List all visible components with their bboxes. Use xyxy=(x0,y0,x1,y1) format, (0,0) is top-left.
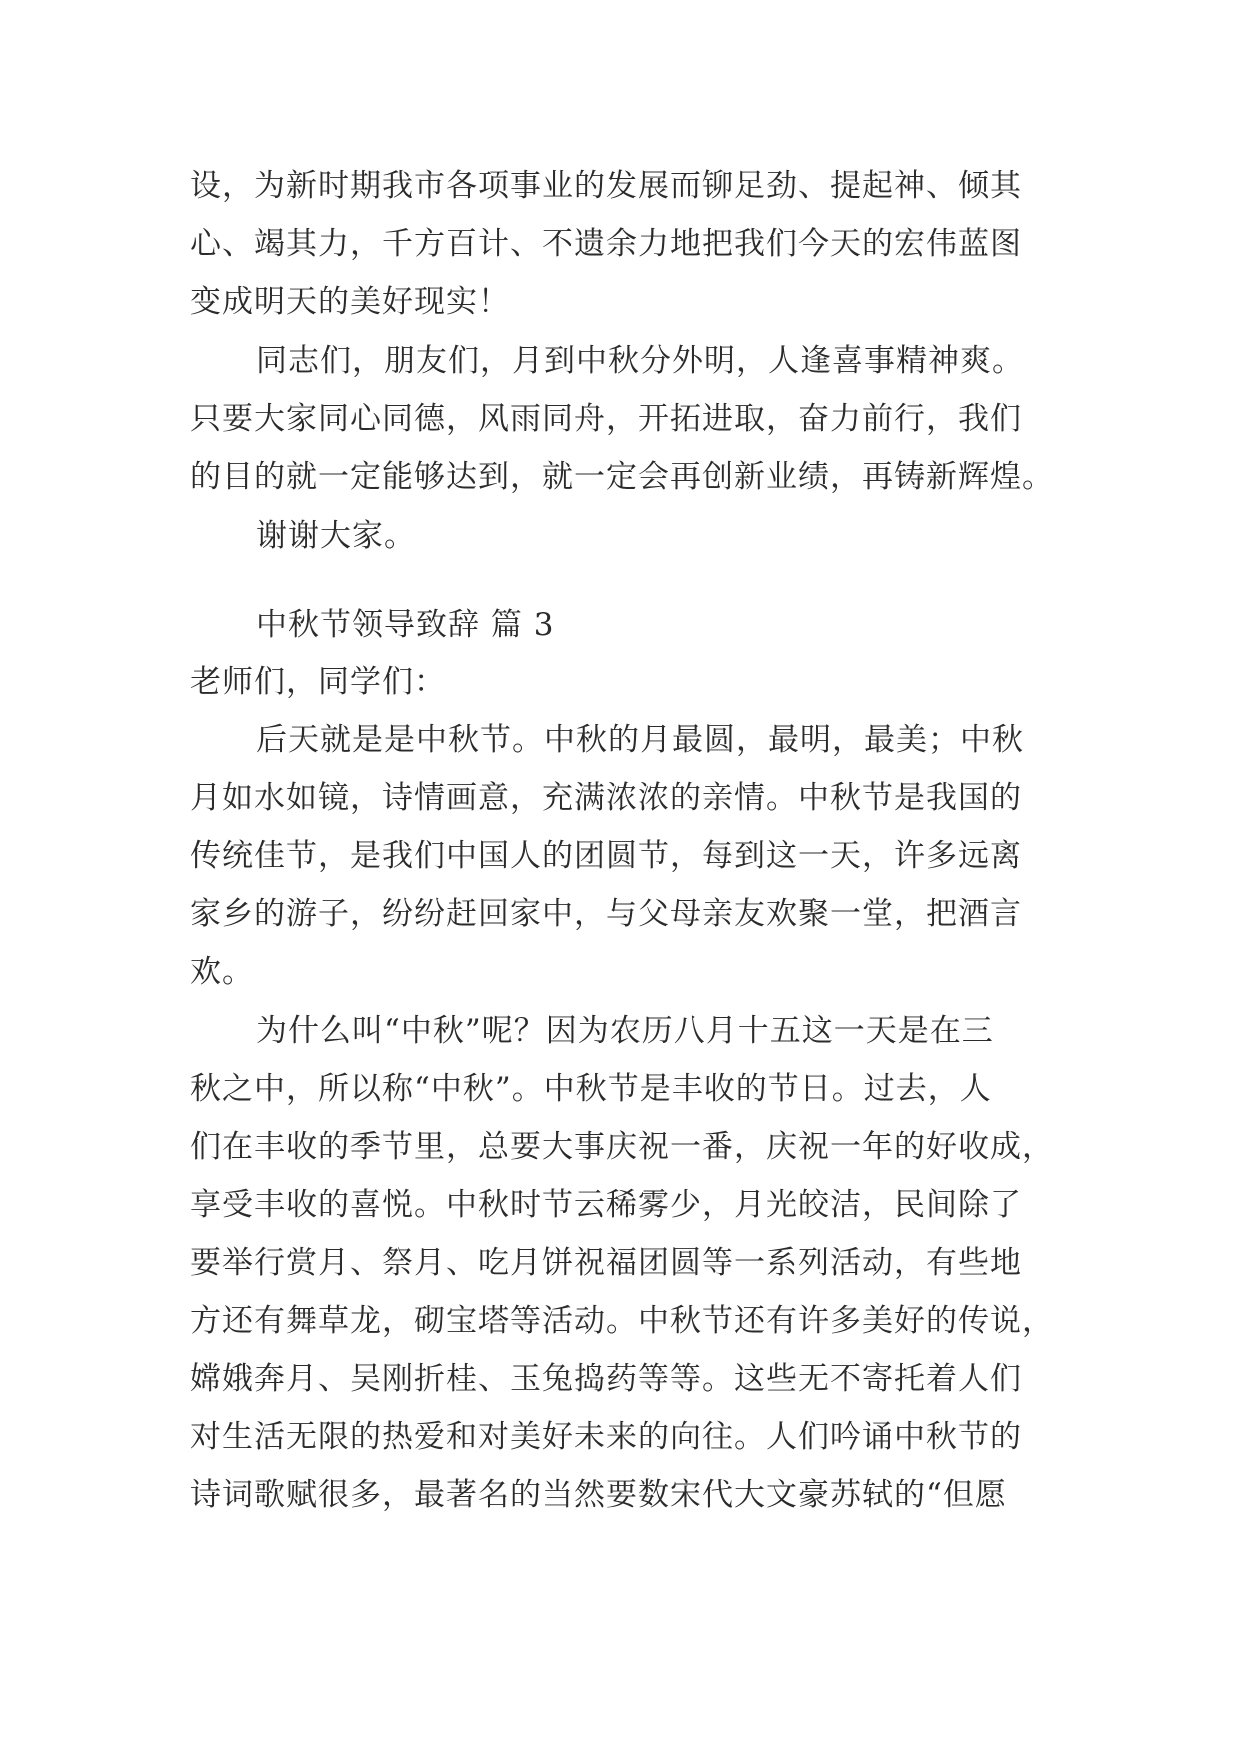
paragraph-line: 谢谢大家。 xyxy=(256,518,416,554)
salutation: 老师们，同学们： xyxy=(190,664,446,700)
paragraph-line: 变成明天的美好现实！ xyxy=(190,284,510,320)
paragraph-line: 的目的就一定能够达到，就一定会再创新业绩，再铸新辉煌。 xyxy=(190,459,1054,495)
paragraph-line: 家乡的游子，纷纷赶回家中，与父母亲友欢聚一堂，把酒言 xyxy=(190,896,1022,932)
paragraph-line: 后天就是是中秋节。中秋的月最圆，最明，最美；中秋 xyxy=(256,722,1024,758)
paragraph-line: 设，为新时期我市各项事业的发展而铆足劲、提起神、倾其 xyxy=(190,168,1022,204)
paragraph-line: 心、竭其力，千方百计、不遗余力地把我们今天的宏伟蓝图 xyxy=(190,226,1022,262)
paragraph-line: 们在丰收的季节里，总要大事庆祝一番，庆祝一年的好收成， xyxy=(190,1129,1054,1165)
paragraph-line: 享受丰收的喜悦。中秋时节云稀雾少，月光皎洁，民间除了 xyxy=(190,1187,1022,1223)
paragraph-line: 传统佳节，是我们中国人的团圆节，每到这一天，许多远离 xyxy=(190,838,1022,874)
paragraph-line: 对生活无限的热爱和对美好未来的向往。人们吟诵中秋节的 xyxy=(190,1419,1022,1455)
paragraph-line: 欢。 xyxy=(190,954,254,990)
paragraph-line: 同志们，朋友们，月到中秋分外明，人逢喜事精神爽。 xyxy=(256,343,1024,379)
paragraph-line: 方还有舞草龙，砌宝塔等活动。中秋节还有许多美好的传说， xyxy=(190,1303,1054,1339)
paragraph-line: 只要大家同心同德，风雨同舟，开拓进取，奋力前行，我们 xyxy=(190,401,1022,437)
paragraph-line: 要举行赏月、祭月、吃月饼祝福团圆等一系列活动，有些地 xyxy=(190,1245,1022,1281)
section-heading: 中秋节领导致辞 篇 3 xyxy=(256,607,555,643)
paragraph-line: 为什么叫“中秋”呢？因为农历八月十五这一天是在三 xyxy=(256,1013,994,1049)
paragraph-line: 诗词歌赋很多，最著名的当然要数宋代大文豪苏轼的“但愿 xyxy=(190,1477,1007,1513)
paragraph-line: 月如水如镜，诗情画意，充满浓浓的亲情。中秋节是我国的 xyxy=(190,780,1022,816)
paragraph-line: 秋之中，所以称“中秋”。中秋节是丰收的节日。过去，人 xyxy=(190,1071,992,1107)
paragraph-line: 嫦娥奔月、吴刚折桂、玉兔捣药等等。这些无不寄托着人们 xyxy=(190,1361,1022,1397)
